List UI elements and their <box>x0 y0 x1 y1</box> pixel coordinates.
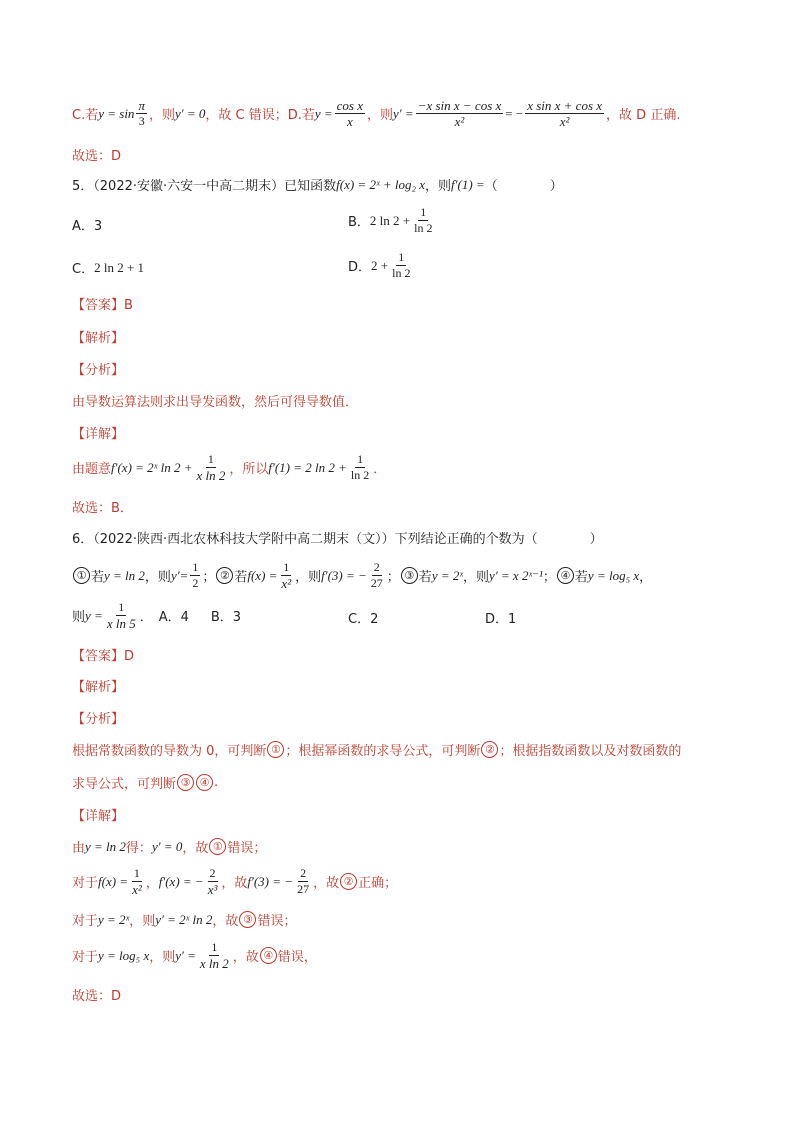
text-fragment: 错误； <box>257 914 297 929</box>
fraction <box>279 560 293 591</box>
text-fragment: y′= <box>170 567 189 583</box>
text-fragment: 对于 <box>72 950 99 965</box>
text-fragment: x² <box>281 576 292 591</box>
text-fragment: f′(x) = 2ˣ ln 2 + <box>111 459 193 475</box>
text-fragment: ① <box>267 741 284 758</box>
text-fragment: ，故 <box>313 876 340 891</box>
text-fragment: f(x) = <box>247 567 278 583</box>
text: ，则 <box>148 108 175 123</box>
text-fragment: x² <box>132 882 142 897</box>
text-fragment: ③ <box>239 911 256 928</box>
text: C.若 <box>72 108 99 123</box>
fraction <box>198 940 231 971</box>
text: ，故 D 正确. <box>606 108 681 123</box>
text-fragment: π <box>138 98 145 113</box>
fraction <box>105 600 138 631</box>
text-fragment: x³ <box>207 882 218 897</box>
fraction <box>525 98 604 129</box>
text-fragment: D．1 <box>485 612 517 627</box>
circled-number: ① <box>73 567 90 584</box>
text-fragment: y′ = <box>175 947 196 963</box>
math: y = sin <box>98 105 135 121</box>
text-fragment: C． <box>72 262 95 277</box>
text-fragment: 【详解】 <box>72 809 125 824</box>
text-fragment: f′(x) = − <box>158 873 204 889</box>
text: ，故 C 错误；D.若 <box>205 108 315 123</box>
text-fragment: x ln 2 <box>199 956 229 971</box>
math: y′ = 0 <box>174 105 206 121</box>
text-fragment: 由导数运算法则求出导发函数，然后可得导数值． <box>72 395 359 410</box>
text-fragment: x ln 2 <box>196 468 226 483</box>
text-fragment: ③ <box>177 774 194 791</box>
text-fragment: 则 <box>72 610 86 625</box>
text-fragment: ，故 <box>232 950 259 965</box>
circled-number: ④ <box>557 567 574 584</box>
q5-fenxi-text <box>72 391 358 410</box>
text-fragment: 2 <box>192 576 199 590</box>
text-fragment: 错误， <box>277 950 317 965</box>
text-fragment: ln 2 <box>392 266 411 280</box>
text-fragment: f(x) = <box>98 873 129 889</box>
text-fragment: y = ln 2 <box>104 567 145 583</box>
text-fragment: 对于 <box>72 876 99 891</box>
q6-detail-2 <box>72 866 397 897</box>
q6-statements-line1 <box>72 560 652 591</box>
q6-xiangjie <box>72 805 124 824</box>
text-fragment: 求导公式，可判断 <box>72 777 177 792</box>
prev-conclusion-line <box>72 98 680 129</box>
text-fragment: 1 <box>192 560 199 574</box>
fraction <box>349 452 371 483</box>
text-fragment: ，则 <box>149 950 176 965</box>
q6-stem <box>72 528 603 547</box>
text-fragment: ，故 <box>212 914 239 929</box>
fraction <box>412 205 434 236</box>
text-fragment: 1 <box>207 452 214 466</box>
q6-jiexi <box>72 676 124 695</box>
text-fragment: ② <box>481 741 498 758</box>
text-fragment: 故选：D <box>72 149 122 164</box>
text-fragment: −x sin x − cos x <box>417 98 502 113</box>
text-fragment: cos x <box>336 98 364 113</box>
text-fragment: ，则 <box>425 179 452 194</box>
text-fragment: 故选：B． <box>72 501 133 516</box>
text-fragment: 1 <box>283 560 290 574</box>
text-fragment: y = log₅ x <box>587 567 640 583</box>
text-fragment: y = ln 2 <box>85 838 126 854</box>
text-fragment: 3 <box>138 114 145 128</box>
text-fragment: ， <box>145 876 159 891</box>
q6-option-c <box>348 608 378 627</box>
text-fragment: . <box>214 775 219 790</box>
circled-number: ③ <box>401 567 418 584</box>
q5-option-c <box>72 258 144 277</box>
text-fragment: y = 2ˣ <box>98 911 130 927</box>
text-fragment: 【详解】 <box>72 427 125 442</box>
text-fragment: ，则 <box>295 570 322 585</box>
text-fragment: ② <box>340 873 357 890</box>
choice-line <box>72 145 121 164</box>
q5-stem <box>72 175 563 194</box>
fraction <box>335 98 365 129</box>
text-fragment: ； <box>202 570 216 585</box>
text-fragment: 2 <box>209 866 216 880</box>
fraction <box>416 98 504 129</box>
text-fragment: f′(1) = 2 ln 2 + <box>268 459 347 475</box>
q5-fenxi <box>72 359 124 378</box>
text-fragment: 1 <box>357 452 364 466</box>
text-fragment: 【答案】D <box>72 649 135 664</box>
text-fragment: 【分析】 <box>72 363 125 378</box>
text-fragment: ；根据幂函数的求导公式，可判断 <box>285 744 481 759</box>
text: ，则 <box>367 108 394 123</box>
text-fragment: 错误； <box>227 841 267 856</box>
q6-statements-line2 <box>72 600 241 631</box>
text-fragment: 对于 <box>72 914 99 929</box>
q5-jiexi <box>72 327 124 346</box>
text-fragment: ； <box>542 570 556 585</box>
text-fragment: 1 <box>133 866 140 880</box>
text-fragment: A．3 <box>72 219 103 234</box>
text-fragment: 27 <box>370 576 383 590</box>
text-fragment: 1 <box>420 205 427 219</box>
text-fragment: ，故 <box>182 841 209 856</box>
text-fragment: 【解析】 <box>72 680 125 695</box>
text-fragment: ④ <box>196 774 213 791</box>
text-fragment: ；根据指数函数以及对数函数的 <box>499 744 682 759</box>
fraction <box>190 560 200 591</box>
text-fragment: 【解析】 <box>72 331 125 346</box>
text-fragment: y′ = 0 <box>151 838 183 854</box>
q5-detail <box>72 452 386 483</box>
text-fragment: 2 + <box>371 257 389 273</box>
q6-analysis-line2 <box>72 773 218 792</box>
fraction <box>130 866 144 897</box>
q6-analysis-line1 <box>72 740 681 759</box>
text-fragment: y = log₅ x <box>98 947 150 963</box>
text-fragment: f′(3) = − <box>321 567 367 583</box>
fraction <box>295 866 311 897</box>
text-fragment: D． <box>348 260 372 275</box>
q6-choice <box>72 985 121 1004</box>
q5-option-b <box>348 205 436 236</box>
text-fragment: 1 <box>211 940 218 954</box>
q5-option-d <box>348 250 414 281</box>
q6-answer <box>72 645 134 664</box>
math: y′ = <box>393 105 414 121</box>
text-fragment: ln 2 <box>350 468 370 482</box>
text-fragment: ． <box>139 610 153 625</box>
q5-option-a <box>72 215 102 234</box>
q6-option-b: B．3 <box>210 610 242 625</box>
text-fragment: 1 <box>398 250 405 264</box>
text-fragment: y′ = x 2ˣ⁻¹ <box>489 567 543 583</box>
text-fragment: 得： <box>125 841 152 856</box>
fraction <box>369 560 385 591</box>
text-fragment: ，则 <box>463 570 490 585</box>
text-fragment: y′ = 2ˣ ln 2 <box>155 911 213 927</box>
text-fragment: y = <box>85 607 103 623</box>
q6-detail-3 <box>72 910 296 929</box>
text-fragment: B． <box>348 215 370 230</box>
text-fragment: x <box>346 114 353 129</box>
q5-answer <box>72 294 133 313</box>
fraction <box>136 98 147 129</box>
text-fragment: 故选：D <box>72 989 122 1004</box>
text-fragment: 若 <box>418 570 432 585</box>
math: f(x) = 2ˣ + log₂ x <box>336 176 426 192</box>
text-fragment: 由题意 <box>72 462 112 477</box>
math: f′(1) = <box>451 176 485 192</box>
text-fragment: ，则 <box>144 570 171 585</box>
q5-choice <box>72 497 133 516</box>
fraction <box>390 250 412 281</box>
fraction <box>206 866 220 897</box>
text-fragment: 根据常数函数的导数为 0，可判断 <box>72 744 267 759</box>
text-fragment: 正确； <box>358 876 398 891</box>
text-fragment: 若 <box>91 570 105 585</box>
text-fragment: 【分析】 <box>72 712 125 727</box>
q6-detail-1 <box>72 837 266 856</box>
math: y = <box>314 105 333 121</box>
text-fragment: y = 2ˣ <box>431 567 464 583</box>
text-fragment: 27 <box>297 882 310 896</box>
text-fragment: ； <box>386 570 400 585</box>
text-fragment: 2 <box>373 560 380 574</box>
text-fragment: ④ <box>260 947 277 964</box>
text-fragment: x ln 5 <box>106 616 136 631</box>
text-fragment: ，则 <box>129 914 156 929</box>
text-fragment: ，故 <box>221 876 248 891</box>
math: = − <box>505 105 524 121</box>
text-fragment: 若 <box>234 570 248 585</box>
text-fragment: ln 2 <box>414 221 433 235</box>
text-fragment: ， <box>639 570 653 585</box>
text-fragment: 【答案】B <box>72 298 133 313</box>
fraction <box>194 452 227 483</box>
text-fragment: x sin x + cos x <box>527 98 603 113</box>
text-fragment: C．2 <box>348 612 379 627</box>
text-fragment: （ ） <box>484 179 563 194</box>
text-fragment: ① <box>209 838 226 855</box>
text-fragment: ，所以 <box>229 462 269 477</box>
text-fragment: 2 ln 2 + 1 <box>94 259 145 275</box>
text-fragment: 6．（2022·陕西·西北农林科技大学附中高二期末（文））下列结论正确的个数为（ ） <box>72 532 603 547</box>
text-fragment: x² <box>454 114 465 129</box>
q6-option-a: A．4 <box>158 610 189 625</box>
text-fragment: 5．（2022·安徽·六安一中高二期末）已知函数 <box>72 179 337 194</box>
text-fragment: f′(3) = − <box>247 873 294 889</box>
q6-fenxi <box>72 708 124 727</box>
text-fragment: 由 <box>72 841 86 856</box>
q6-option-d <box>485 608 516 627</box>
q6-detail-4 <box>72 940 317 971</box>
text-fragment: ． <box>373 462 387 477</box>
circled-number: ② <box>216 567 233 584</box>
text-fragment: 2 ln 2 + <box>369 212 411 228</box>
text-fragment: x² <box>559 114 570 129</box>
text-fragment: 2 <box>300 866 307 880</box>
text-fragment: 若 <box>574 570 588 585</box>
q5-xiangjie <box>72 423 124 442</box>
text-fragment: 1 <box>118 600 125 614</box>
